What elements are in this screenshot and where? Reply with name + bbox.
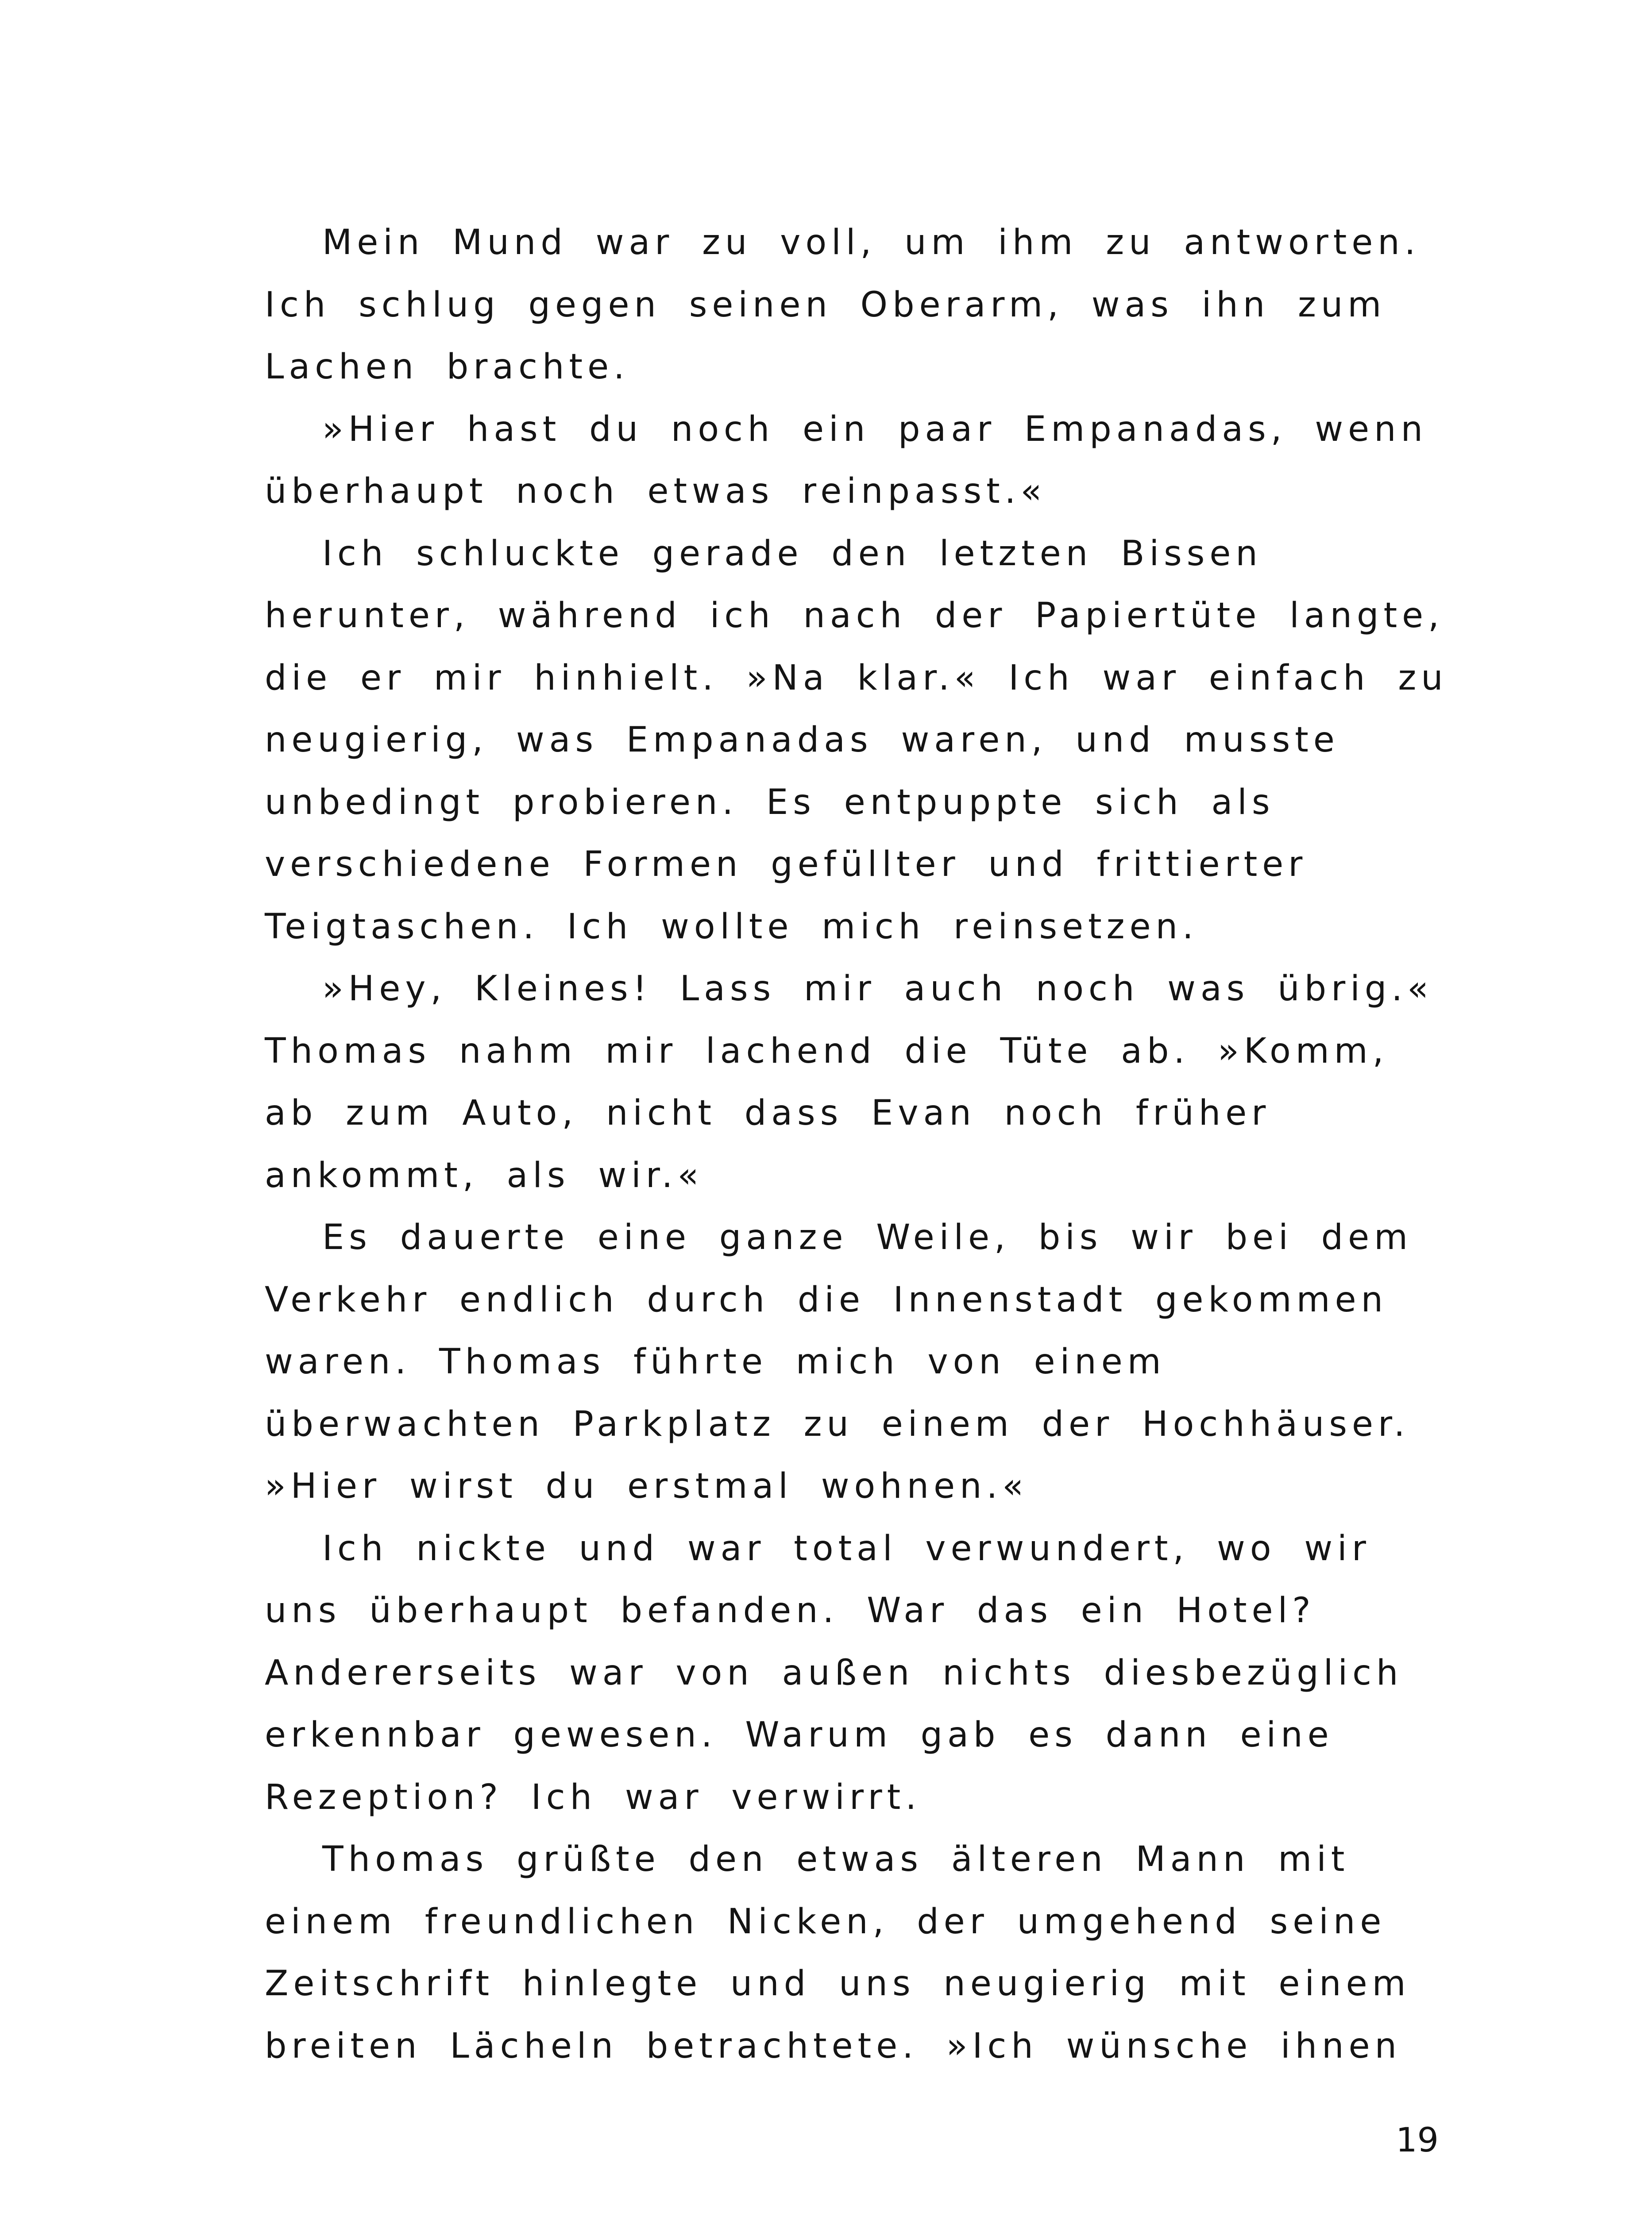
- page-number: 19: [1396, 2120, 1439, 2159]
- text-line: unbedingt probieren. Es entpuppte sich als: [265, 782, 1275, 822]
- text-line: Thomas grüßte den etwas älteren Mann mit: [322, 1839, 1350, 1879]
- text-line: Mein Mund war zu voll, um ihm zu antworten.: [322, 223, 1420, 262]
- text-line: Teigtaschen. Ich wollte mich reinsetzen.: [265, 906, 1198, 947]
- text-line: überhaupt noch etwas reinpasst.«: [265, 471, 1047, 511]
- text-line: die er mir hinhielt. »Na klar.« Ich war einfach zu: [265, 658, 1448, 698]
- text-line: Verkehr endlich durch die Innenstadt gekommen: [265, 1280, 1388, 1320]
- text-line: Rezeption? Ich war verwirrt.: [265, 1777, 922, 1817]
- text-line: einem freundlichen Nicken, der umgehend seine: [265, 1901, 1386, 1942]
- text-line: neugierig, was Empanadas waren, und musste: [265, 720, 1339, 760]
- text-line: ankommt, als wir.«: [265, 1155, 704, 1195]
- text-line: Lachen brachte.: [265, 347, 629, 387]
- text-line: verschiedene Formen gefüllter und frittierter: [265, 844, 1308, 884]
- text-line: überwachten Parkplatz zu einem der Hochhäuser.: [265, 1404, 1410, 1444]
- text-line: Andererseits war von außen nichts diesbezüglich: [265, 1653, 1403, 1693]
- text-line: »Hier wirst du erstmal wohnen.«: [265, 1466, 1029, 1506]
- body-text: [265, 212, 1448, 2077]
- text-line: »Hey, Kleines! Lass mir auch noch was übrig.«: [322, 969, 1433, 1009]
- text-line: Ich schlug gegen seinen Oberarm, was ihn zum: [265, 285, 1386, 325]
- text-line: Thomas nahm mir lachend die Tüte ab. »Komm,: [265, 1031, 1389, 1071]
- text-line: ab zum Auto, nicht dass Evan noch früher: [265, 1093, 1271, 1133]
- text-line: Ich nickte und war total verwundert, wo wir: [322, 1528, 1371, 1569]
- text-line: breiten Lächeln betrachtete. »Ich wünsche ihnen: [265, 2026, 1401, 2066]
- text-line: Zeitschrift hinlegte und uns neugierig mit einem: [265, 1964, 1411, 2004]
- text-line: erkennbar gewesen. Warum gab es dann eine: [265, 1715, 1334, 1755]
- text-line: uns überhaupt befanden. War das ein Hotel?: [265, 1591, 1316, 1631]
- text-line: waren. Thomas führte mich von einem: [265, 1342, 1166, 1382]
- text-line: herunter, während ich nach der Papiertüte langte,: [265, 596, 1444, 636]
- text-line: Es dauerte eine ganze Weile, bis wir bei dem: [322, 1218, 1413, 1257]
- text-line: »Hier hast du noch ein paar Empanadas, wenn: [322, 409, 1428, 449]
- text-line: Ich schluckte gerade den letzten Bissen: [322, 533, 1262, 574]
